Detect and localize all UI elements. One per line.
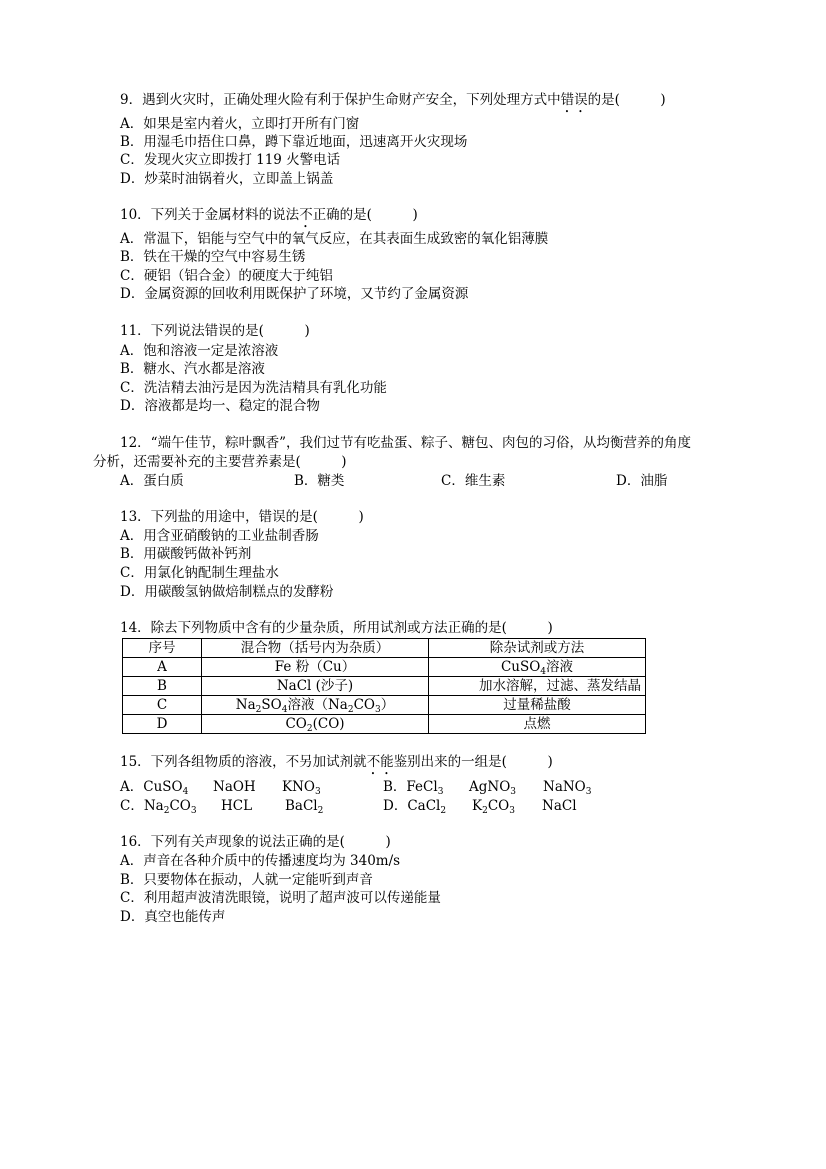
q9-option-a: A．如果是室内着火，立即打开所有门窗 bbox=[120, 116, 360, 132]
q9-option-d: D．炒菜时油锅着火，立即盖上锅盖 bbox=[120, 171, 334, 187]
question-12-stem-line2: 分析，还需要补充的主要营养素是( ) bbox=[93, 454, 347, 470]
formula-part: BaCl bbox=[285, 798, 318, 814]
q13-option-b: B．用碳酸钙做补钙剂 bbox=[120, 546, 252, 562]
q15-option-b-item3 bbox=[543, 778, 591, 796]
header-serial: 序号 bbox=[123, 639, 202, 658]
row-method: 点燃 bbox=[429, 715, 646, 734]
subscript: 2 bbox=[440, 806, 447, 816]
q15-option-c-item2: HCL bbox=[221, 798, 253, 814]
question-11-stem: 11．下列说法错误的是( ) bbox=[120, 323, 310, 339]
table-row bbox=[123, 677, 646, 696]
q11-option-b: B．糖水、汽水都是溶液 bbox=[120, 361, 265, 377]
impurity-table bbox=[122, 638, 646, 734]
question-15-stem bbox=[120, 753, 553, 778]
q11-option-a: A．饱和溶液一定是浓溶液 bbox=[120, 343, 279, 359]
formula-part: CO bbox=[169, 798, 191, 814]
q12-option-b: B．糖类 bbox=[294, 473, 345, 489]
question-10-stem bbox=[120, 206, 418, 231]
q11-option-d: D．溶液都是均一、稳定的混合物 bbox=[120, 398, 320, 414]
q15-option-d-item1 bbox=[383, 797, 446, 815]
q15-option-a-item1 bbox=[120, 778, 188, 796]
subscript: 2 bbox=[255, 705, 262, 715]
q10-option-d: D．金属资源的回收利用既保护了环境，又节约了金属资源 bbox=[120, 286, 469, 302]
q15-option-a-item2: NaOH bbox=[213, 779, 256, 795]
formula-part: 溶液（Na bbox=[287, 697, 348, 713]
formula-part: (CO) bbox=[312, 716, 345, 732]
q16-option-a: A．声音在各种介质中的传播速度均为 340m/s bbox=[120, 853, 401, 869]
subscript: 3 bbox=[437, 787, 444, 797]
q9-stem-text: 9．遇到火灾时，正确处理火险有利于保护生命财产安全，下列处理方式中 bbox=[120, 92, 561, 108]
formula-part: KNO bbox=[282, 779, 315, 795]
q15-option-d-item2 bbox=[472, 797, 515, 815]
subscript: 2 bbox=[482, 806, 488, 816]
question-9-stem bbox=[120, 91, 666, 116]
q11-option-c: C．洗洁精去油污是因为洗洁精具有乳化功能 bbox=[120, 380, 387, 396]
formula-part: CO bbox=[285, 716, 307, 732]
q10-option-c: C．硬铝（铝合金）的硬度大于纯铝 bbox=[120, 268, 333, 284]
subscript: 3 bbox=[509, 806, 515, 816]
formula-part: SO bbox=[261, 697, 282, 713]
q12-option-d: D．油脂 bbox=[616, 473, 668, 489]
q9-emphasis: 错误 bbox=[560, 92, 588, 108]
q9-option-c: C．发现火灾立即拨打 119 火警电话 bbox=[120, 152, 341, 168]
q15-option-b-item1 bbox=[383, 778, 443, 796]
q10-stem-text: 10．下列关于金属材料的说法 bbox=[120, 207, 300, 223]
question-14-stem: 14．除去下列物质中含有的少量杂质，所用试剂或方法正确的是( ) bbox=[120, 620, 553, 636]
q13-option-d: D．用碳酸氢钠做焙制糕点的发酵粉 bbox=[120, 584, 334, 600]
question-12-stem-line1: 12．“端午佳节，粽叶飘香”，我们过节有吃盐蛋、粽子、糖包、肉包的习俗，从均衡营养的角度 bbox=[120, 435, 691, 451]
row-mixture: NaCl (沙子) bbox=[202, 677, 429, 696]
formula-part: CO bbox=[487, 798, 510, 814]
formula-part: Na bbox=[235, 697, 256, 713]
formula-part: CuSO bbox=[500, 659, 541, 675]
table-row bbox=[123, 715, 646, 734]
q15-stem-tail: 鉴别出来的一组是( ) bbox=[393, 754, 553, 770]
q12-option-a: A．蛋白质 bbox=[120, 473, 184, 489]
subscript: 2 bbox=[347, 705, 354, 715]
table-row bbox=[123, 696, 646, 715]
subscript: 4 bbox=[182, 787, 189, 797]
subscript: 2 bbox=[306, 724, 313, 734]
formula-part: K bbox=[472, 798, 483, 814]
q15-option-b-item2 bbox=[469, 778, 516, 796]
subscript: 3 bbox=[314, 787, 321, 797]
q16-option-d: D．真空也能传声 bbox=[120, 909, 226, 925]
q9-option-b: B．用湿毛巾捂住口鼻，蹲下靠近地面，迅速离开火灾现场 bbox=[120, 134, 468, 150]
q13-option-a: A．用含亚硝酸钠的工业盐制香肠 bbox=[120, 528, 319, 544]
question-13-stem: 13．下列盐的用途中，错误的是( ) bbox=[120, 509, 364, 525]
subscript: 2 bbox=[163, 806, 170, 816]
row-method bbox=[429, 658, 646, 677]
q15-option-a-item3 bbox=[282, 778, 321, 796]
q15-option-d-item3: NaCl bbox=[542, 798, 577, 814]
row-mixture bbox=[202, 715, 429, 734]
q10-stem-tail: 正确的是( ) bbox=[312, 207, 418, 223]
question-16-stem: 16．下列有关声现象的说法正确的是( ) bbox=[120, 834, 391, 850]
table-row bbox=[123, 658, 646, 677]
formula-part: 溶液 bbox=[546, 659, 574, 675]
row-serial: C bbox=[123, 696, 202, 715]
formula-part: D．CaCl bbox=[383, 798, 441, 814]
subscript: 3 bbox=[585, 787, 592, 797]
q16-option-b: B．只要物体在振动，人就一定能听到声音 bbox=[120, 872, 373, 888]
row-serial: A bbox=[123, 658, 202, 677]
row-method: 加水溶解，过滤、蒸发结晶 bbox=[429, 677, 646, 696]
subscript: 3 bbox=[374, 705, 381, 715]
row-serial: B bbox=[123, 677, 202, 696]
subscript: 4 bbox=[540, 667, 547, 677]
formula-part: AgNO bbox=[469, 779, 511, 795]
q12-option-c: C．维生素 bbox=[441, 473, 506, 489]
subscript: 3 bbox=[190, 806, 197, 816]
q15-option-c-item3 bbox=[285, 797, 323, 815]
row-serial: D bbox=[123, 715, 202, 734]
table-header-row bbox=[123, 639, 646, 658]
header-mixture: 混合物（括号内为杂质） bbox=[202, 639, 429, 658]
row-mixture bbox=[202, 696, 429, 715]
subscript: 3 bbox=[510, 787, 517, 797]
q15-emphasis: 不能 bbox=[366, 754, 394, 770]
q10-option-a: A．常温下，铝能与空气中的氧气反应，在其表面生成致密的氧化铝薄膜 bbox=[120, 231, 549, 247]
header-method: 除杂试剂或方法 bbox=[429, 639, 646, 658]
formula-part: C．Na bbox=[120, 798, 164, 814]
q16-option-c: C．利用超声波清洗眼镜，说明了超声波可以传递能量 bbox=[120, 890, 441, 906]
formula-part: A．CuSO bbox=[120, 779, 183, 795]
formula-part: CO bbox=[353, 697, 375, 713]
subscript: 4 bbox=[281, 705, 288, 715]
q9-stem-tail: 的是( ) bbox=[587, 92, 666, 108]
q10-emphasis: 不 bbox=[299, 207, 313, 223]
subscript: 2 bbox=[317, 806, 324, 816]
q15-option-c-item1 bbox=[120, 797, 197, 815]
q13-option-c: C．用氯化钠配制生理盐水 bbox=[120, 565, 279, 581]
q10-option-b: B．铁在干燥的空气中容易生锈 bbox=[120, 249, 306, 265]
row-method: 过量稀盐酸 bbox=[429, 696, 646, 715]
formula-part: B．FeCl bbox=[383, 779, 438, 795]
formula-part: NaNO bbox=[543, 779, 586, 795]
q15-stem-text: 15．下列各组物质的溶液，不另加试剂就 bbox=[120, 754, 367, 770]
row-mixture: Fe 粉（Cu） bbox=[202, 658, 429, 677]
formula-part: ） bbox=[380, 697, 395, 713]
